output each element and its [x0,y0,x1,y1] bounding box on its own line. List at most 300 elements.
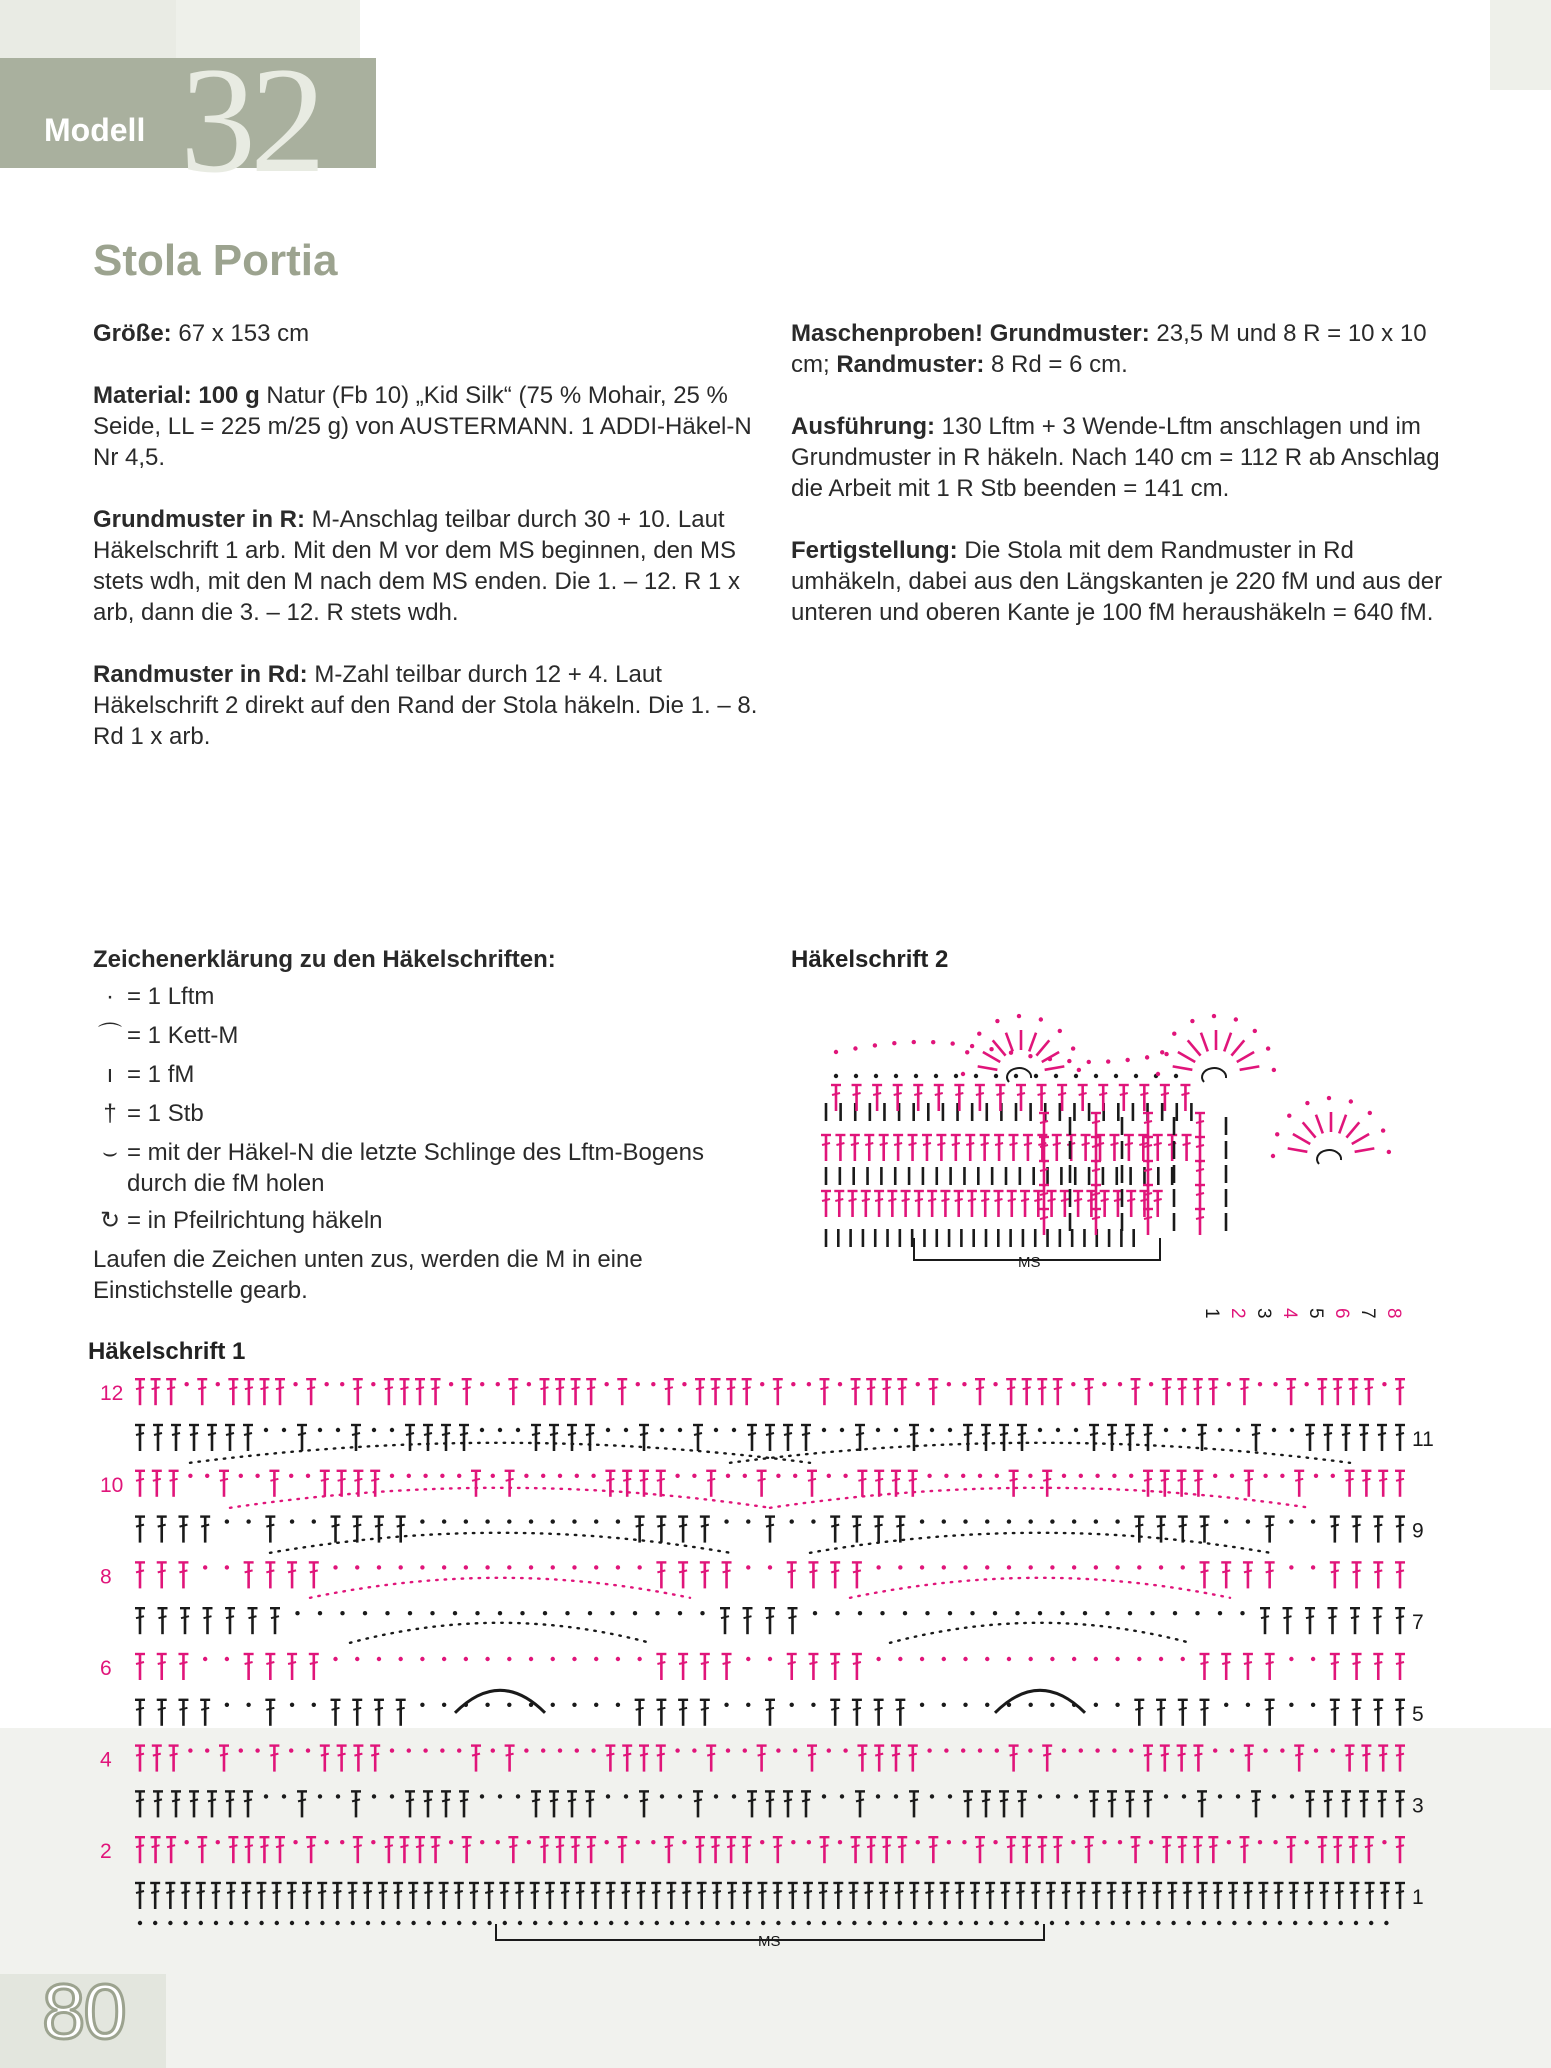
dc-stitch-bar [310,1570,318,1572]
dc-stitch-bar [1007,1387,1015,1389]
chart2-title: Häkelschrift 2 [791,946,949,973]
chain-stitch [1095,1474,1099,1478]
dc-stitch-bar [273,1891,281,1893]
dc-stitch-bar [1010,1479,1018,1481]
chain-stitch [516,1794,520,1798]
dc-stitch-bar [941,1891,949,1893]
dc-stitch-bar [981,1199,989,1201]
legend-item-arrow [93,1205,753,1244]
chain-stitch [768,1565,772,1569]
dc-stitch-bar [227,1891,235,1893]
chain-stitch [1159,1657,1163,1661]
chain-stitch [420,1519,424,1523]
dc-stitch-bar [637,1891,645,1893]
fan-base [455,1690,545,1713]
chain-stitch [551,1519,555,1523]
dc-stitch-bar [834,1891,842,1893]
chain-stitch [636,1840,640,1844]
chain-stitch [442,1657,446,1661]
chain-stitch [293,1382,297,1386]
dc-stitch-bar [1331,1570,1339,1572]
chain-stitch [572,1703,576,1707]
dc-stitch-bar [424,1891,432,1893]
legend-text-single: = 1 fM [127,1061,195,1088]
dc-stitch-bar [1126,1799,1134,1801]
chain-stitch [371,1840,375,1844]
dc-stitch-bar [981,1143,989,1145]
chain-stitch [491,1748,495,1752]
dc-stitch-bar [955,1093,963,1095]
dc-stitch-bar [136,1387,144,1389]
chain-stitch [840,1428,844,1432]
dc-stitch-bar [1374,1525,1382,1527]
dc-stitch-bar [442,1433,450,1435]
dc-stitch-bar [1378,1433,1386,1435]
chain-stitch [1038,1794,1042,1798]
chain-stitch [1102,1382,1106,1386]
dc-stitch-bar [727,1845,735,1847]
chain-stitch [876,1657,880,1661]
chain-stitch [1190,1019,1194,1023]
chain-stitch [430,1611,434,1615]
dc-stitch-bar [1349,1387,1357,1389]
dc-stitch-bar [1017,1093,1025,1095]
legend-title: Zeichenerklärung zu den Häkelschriften: [93,946,556,973]
dc-stitch-bar [894,1093,902,1095]
dc-stitch-bar [1144,1145,1152,1147]
chain-stitch [715,1921,719,1925]
dc-stitch-bar [561,1891,569,1893]
dc-stitch-bar [226,1616,234,1618]
chain-stitch [947,1840,951,1844]
chain-stitch [1339,1921,1343,1925]
dc-stitch-bar [167,1387,175,1389]
dc-stitch-bar [941,1199,949,1201]
chain-stitch [732,1428,736,1432]
dc-stitch-bar [1038,1387,1046,1389]
dc-stitch-bar [712,1845,720,1847]
dc-stitch-bar [606,1754,614,1756]
chain-stitch [475,1611,479,1615]
chain-stitch [472,1921,476,1925]
chain-stitch [1182,1794,1186,1798]
dc-stitch-bar [743,1891,751,1893]
dc-stitch-bar [509,1387,517,1389]
legend-item-chain [93,981,753,1020]
finishing-paragraph [791,535,1471,628]
dc-stitch-bar [896,1708,904,1710]
chain-stitch [609,1921,613,1925]
chain-stitch [558,1748,562,1752]
dc-stitch-bar [1200,1570,1208,1572]
dc-stitch-bar [136,1525,144,1527]
chain-stitch [1128,1611,1132,1615]
peak-stitch [1240,1066,1260,1069]
dc-stitch-bar [802,1799,810,1801]
dc-stitch-bar [1295,1754,1303,1756]
chain-stitch [1314,1474,1318,1478]
dc-stitch-bar [707,1479,715,1481]
dc-stitch-bar [867,1387,875,1389]
row-number-right: 9 [1412,1519,1424,1543]
dc-stitch-bar [440,1891,448,1893]
chain-stitch [396,1921,400,1925]
dc-stitch-bar [385,1387,393,1389]
chain-stitch [1137,1565,1141,1569]
chain-stitch [1382,1840,1386,1844]
chain-stitch [340,1840,344,1844]
chain-stitch [746,1657,750,1661]
chain-stitch [390,1474,394,1478]
dc-stitch-bar [1287,1387,1295,1389]
dc-stitch-bar [154,1799,162,1801]
chain-stitch [927,1748,931,1752]
chain-stitch [651,1382,655,1386]
dc-stitch-bar [865,1143,873,1145]
dc-stitch-bar [1349,1845,1357,1847]
dc-stitch-bar [266,1662,274,1664]
chain-stitch [927,1474,931,1478]
dc-stitch-bar [226,1433,234,1435]
dc-stitch-bar [1261,1616,1269,1618]
dc-stitch-bar [587,1387,595,1389]
dc-stitch-bar [1194,1845,1202,1847]
chain-stitch [1368,1111,1372,1115]
dc-stitch-bar [640,1799,648,1801]
dc-stitch-bar [1194,1754,1202,1756]
dc-stitch-bar [201,1708,209,1710]
chain-stitch [1115,1565,1119,1569]
chain-stitch [1218,1428,1222,1432]
dc-stitch-bar [665,1387,673,1389]
dc-stitch-bar [546,1891,554,1893]
dc-stitch-bar [586,1799,594,1801]
dc-stitch-bar [136,1845,144,1847]
chain-stitch [898,1921,902,1925]
dc-stitch-bar [744,1616,752,1618]
dc-stitch-bar [1123,1891,1131,1893]
chain-stitch [457,1748,461,1752]
dc-stitch-bar [910,1891,918,1893]
dc-stitch-bar [167,1845,175,1847]
chain-stitch [624,1794,628,1798]
dc-stitch-bar [1161,1754,1169,1756]
dc-stitch-bar [245,1845,253,1847]
dc-stitch-bar [1058,1093,1066,1095]
dc-stitch-bar [976,1845,984,1847]
chain-stitch [822,1921,826,1925]
chain-stitch [760,1840,764,1844]
dc-stitch-bar [1214,1891,1222,1893]
chain-stitch [453,1611,457,1615]
chain-stitch [1174,1074,1178,1078]
dc-stitch-bar [1053,1143,1061,1145]
dc-stitch-bar [1346,1479,1354,1481]
chain-stitch [985,1565,989,1569]
dc-stitch-bar [179,1525,187,1527]
dc-stitch-bar [166,1891,174,1893]
dc-stitch-bar [352,1799,360,1801]
chain-stitch [959,1921,963,1925]
chain-stitch [1323,1921,1327,1925]
chain-stitch [1331,1748,1335,1752]
dc-stitch-bar [1108,1891,1116,1893]
chain-stitch [1218,1794,1222,1798]
chain-stitch [930,1794,934,1798]
dc-stitch-bar [1244,1570,1252,1572]
dc-stitch-bar [1290,1891,1298,1893]
chain-stitch [1263,1748,1267,1752]
chain-stitch [289,1474,293,1478]
dc-stitch-bar [587,1845,595,1847]
chain-stitch [791,1840,795,1844]
dc-stitch-bar [1306,1616,1314,1618]
dc-stitch-bar [1200,1662,1208,1664]
chain-stitch [1289,1519,1293,1523]
chain-stitch [1236,1428,1240,1432]
chain-stitch [610,1611,614,1615]
chain-stitch [1072,1657,1076,1661]
dc-stitch-bar [1222,1662,1230,1664]
dc-stitch-bar [1266,1662,1274,1664]
chain-stitch [1039,1017,1043,1021]
chain-stitch [239,1748,243,1752]
dc-stitch-bar [198,1387,206,1389]
dc-stitch-bar [1306,1433,1314,1435]
chain-stitch [485,1565,489,1569]
dc-stitch-bar [1342,1433,1350,1435]
dc-stitch-bar [1000,1799,1008,1801]
dc-stitch-bar [883,1387,891,1389]
chain-stitch [591,1748,595,1752]
dc-stitch-bar [242,1891,250,1893]
dc-stitch-bar [1183,1143,1191,1145]
chain-stitch [1141,1921,1145,1925]
chain-stitch [994,1074,998,1078]
chain-stitch [1213,1474,1217,1478]
chain-stitch [1230,1748,1234,1752]
chain-stitch [1240,1611,1244,1615]
dc-stitch-bar [774,1387,782,1389]
dc-stitch-bar [1365,1387,1373,1389]
dc-stitch-bar [1331,1662,1339,1664]
chain-stitch [760,1382,764,1386]
dc-stitch-bar [858,1754,866,1756]
chain-stitch [827,1474,831,1478]
model-number: 32 [180,36,320,204]
legend-item-double [93,1098,753,1137]
chain-stitch [1305,1101,1309,1105]
chain-stitch [1172,1032,1176,1036]
dc-stitch-bar [318,1891,326,1893]
dc-stitch-bar [472,1754,480,1756]
chain-stitch [372,1428,376,1432]
dc-stitch-bar [170,1754,178,1756]
peak-stitch [1045,1066,1065,1069]
chain-stitch [616,1703,620,1707]
dc-stitch-bar [385,1845,393,1847]
dc-stitch-bar [832,1093,840,1095]
chain-stitch [894,1794,898,1798]
dc-stitch-bar [955,1199,963,1201]
dc-stitch-bar [888,1199,896,1201]
chain-stitch [1308,1921,1312,1925]
dc-stitch-bar [1209,1845,1217,1847]
chain-stitch [1065,1921,1069,1925]
chain-stitch [464,1565,468,1569]
dc-stitch-bar [986,1891,994,1893]
dc-stitch-bar [226,1799,234,1801]
dc-stitch-bar [1362,1479,1370,1481]
dc-stitch-bar [1320,1891,1328,1893]
dc-stitch-bar [1135,1525,1143,1527]
chain-stitch [978,1748,982,1752]
chain-stitch [714,1428,718,1432]
dc-stitch-bar [1120,1093,1128,1095]
peak-stitch [1288,1148,1308,1151]
peak-stitch [1352,1134,1369,1144]
dc-stitch-bar [968,1199,976,1201]
dc-stitch-bar [333,1891,341,1893]
chain-stitch [203,1565,207,1569]
chain-stitch [948,1794,952,1798]
dc-stitch-bar [136,1891,144,1893]
dc-stitch-bar [1154,1143,1162,1145]
chain-stitch [977,1032,981,1036]
symbol-legend [93,944,753,1306]
chain-stitch [480,1840,484,1844]
chain-stitch [1118,1382,1122,1386]
chain-stitch [371,1382,375,1386]
chain-stitch [1035,1921,1039,1925]
instructions-right-column [791,318,1471,659]
chain-stitch [480,1428,484,1432]
dc-stitch-bar [288,1570,296,1572]
chain-stitch [682,1840,686,1844]
chain-stitch [487,1921,491,1925]
dc-stitch-bar [353,1525,361,1527]
chain-stitch [355,1657,359,1661]
chain-stitch [854,1074,858,1078]
chain-stitch [731,1921,735,1925]
dc-stitch-bar [925,1891,933,1893]
dc-stitch-bar [657,1570,665,1572]
chain-stitch [1015,1611,1019,1615]
chain-stitch [264,1428,268,1432]
dc-stitch-bar [1374,1616,1382,1618]
chain-stitch [1038,1428,1042,1432]
gauge-border-label: Randmuster: [836,351,985,378]
dc-stitch-bar [1199,1891,1207,1893]
dc-stitch-bar [820,1845,828,1847]
chain-stitch [811,1519,815,1523]
chain-stitch [1273,1382,1277,1386]
chain-stitch [930,1428,934,1432]
repeat-label: MS [1018,1254,1041,1271]
dc-stitch-bar [875,1708,883,1710]
dc-stitch-bar [966,1143,974,1145]
dc-stitch-bar [364,1891,372,1893]
chain-stitch [1293,1921,1297,1925]
chain-stitch [660,1428,664,1432]
chain-stitch [548,1921,552,1925]
chain-stitch [807,1382,811,1386]
dc-stitch-bar [1381,1891,1389,1893]
dc-stitch-bar [1161,1479,1169,1481]
chain-stitch [355,1565,359,1569]
legend-text-chain: = 1 Lftm [127,983,215,1010]
dc-stitch-bar [1396,1525,1404,1527]
chain-stitch [1230,1474,1234,1478]
dc-stitch-bar [1209,1387,1217,1389]
dc-stitch-bar [875,1754,883,1756]
chain-stitch [1054,1074,1058,1078]
chain-stitch [920,1519,924,1523]
dc-stitch-bar [1023,1845,1031,1847]
dc-stitch-bar [1144,1754,1152,1756]
chain-stitch [963,1565,967,1569]
chain-stitch [682,1382,686,1386]
dc-stitch-bar [136,1754,144,1756]
dc-stitch-bar [971,1891,979,1893]
chain-stitch [1272,1428,1276,1432]
chain-stitch [1028,1519,1032,1523]
dc-stitch-bar [694,1433,702,1435]
chain-stitch [962,1382,966,1386]
chain-stitch [1112,1474,1116,1478]
dc-stitch-bar [244,1433,252,1435]
dc-stitch-bar [1087,1199,1095,1201]
chain-stitch [1067,1059,1071,1063]
chain-stitch [524,1474,528,1478]
chain-stitch [594,1703,598,1707]
dc-stitch-bar [1252,1799,1260,1801]
dc-stitch-bar [862,1199,870,1201]
dc-stitch-bar [266,1570,274,1572]
chain-stitch [883,1921,887,1925]
chain-stitch [225,1657,229,1661]
chain-stitch [1050,1519,1054,1523]
chain-stitch [335,1921,339,1925]
chain-stitch [1181,1565,1185,1569]
chain-stitch [1062,1474,1066,1478]
chain-stitch [961,1072,965,1076]
dc-stitch-bar [352,1433,360,1435]
gauge-text: 23,5 M und 8 R = 10 x 10 cm; [791,320,1427,378]
dc-stitch-bar [1379,1754,1387,1756]
dc-stitch-bar [964,1433,972,1435]
dc-stitch-bar [898,1845,906,1847]
dc-stitch-bar [338,1479,346,1481]
chain-stitch [1028,1748,1032,1752]
chain-stitch [934,1074,938,1078]
chain-stitch [1102,1840,1106,1844]
chain-stitch [947,1382,951,1386]
chain-stitch [420,1703,424,1707]
dc-stitch-bar [701,1708,709,1710]
chain-stitch [1150,1611,1154,1615]
chain-stitch [1126,1921,1130,1925]
chain-stitch [840,1794,844,1798]
dc-stitch-bar [1085,1845,1093,1847]
chain-stitch [518,1921,522,1925]
dc-stitch-bar [179,1662,187,1664]
arrow-direction-icon [1317,1150,1341,1164]
chain-stitch [1227,1840,1231,1844]
chain-stitch-icon: · [106,983,114,1010]
dc-stitch-bar [1092,1121,1100,1123]
chain-stitch [423,1748,427,1752]
